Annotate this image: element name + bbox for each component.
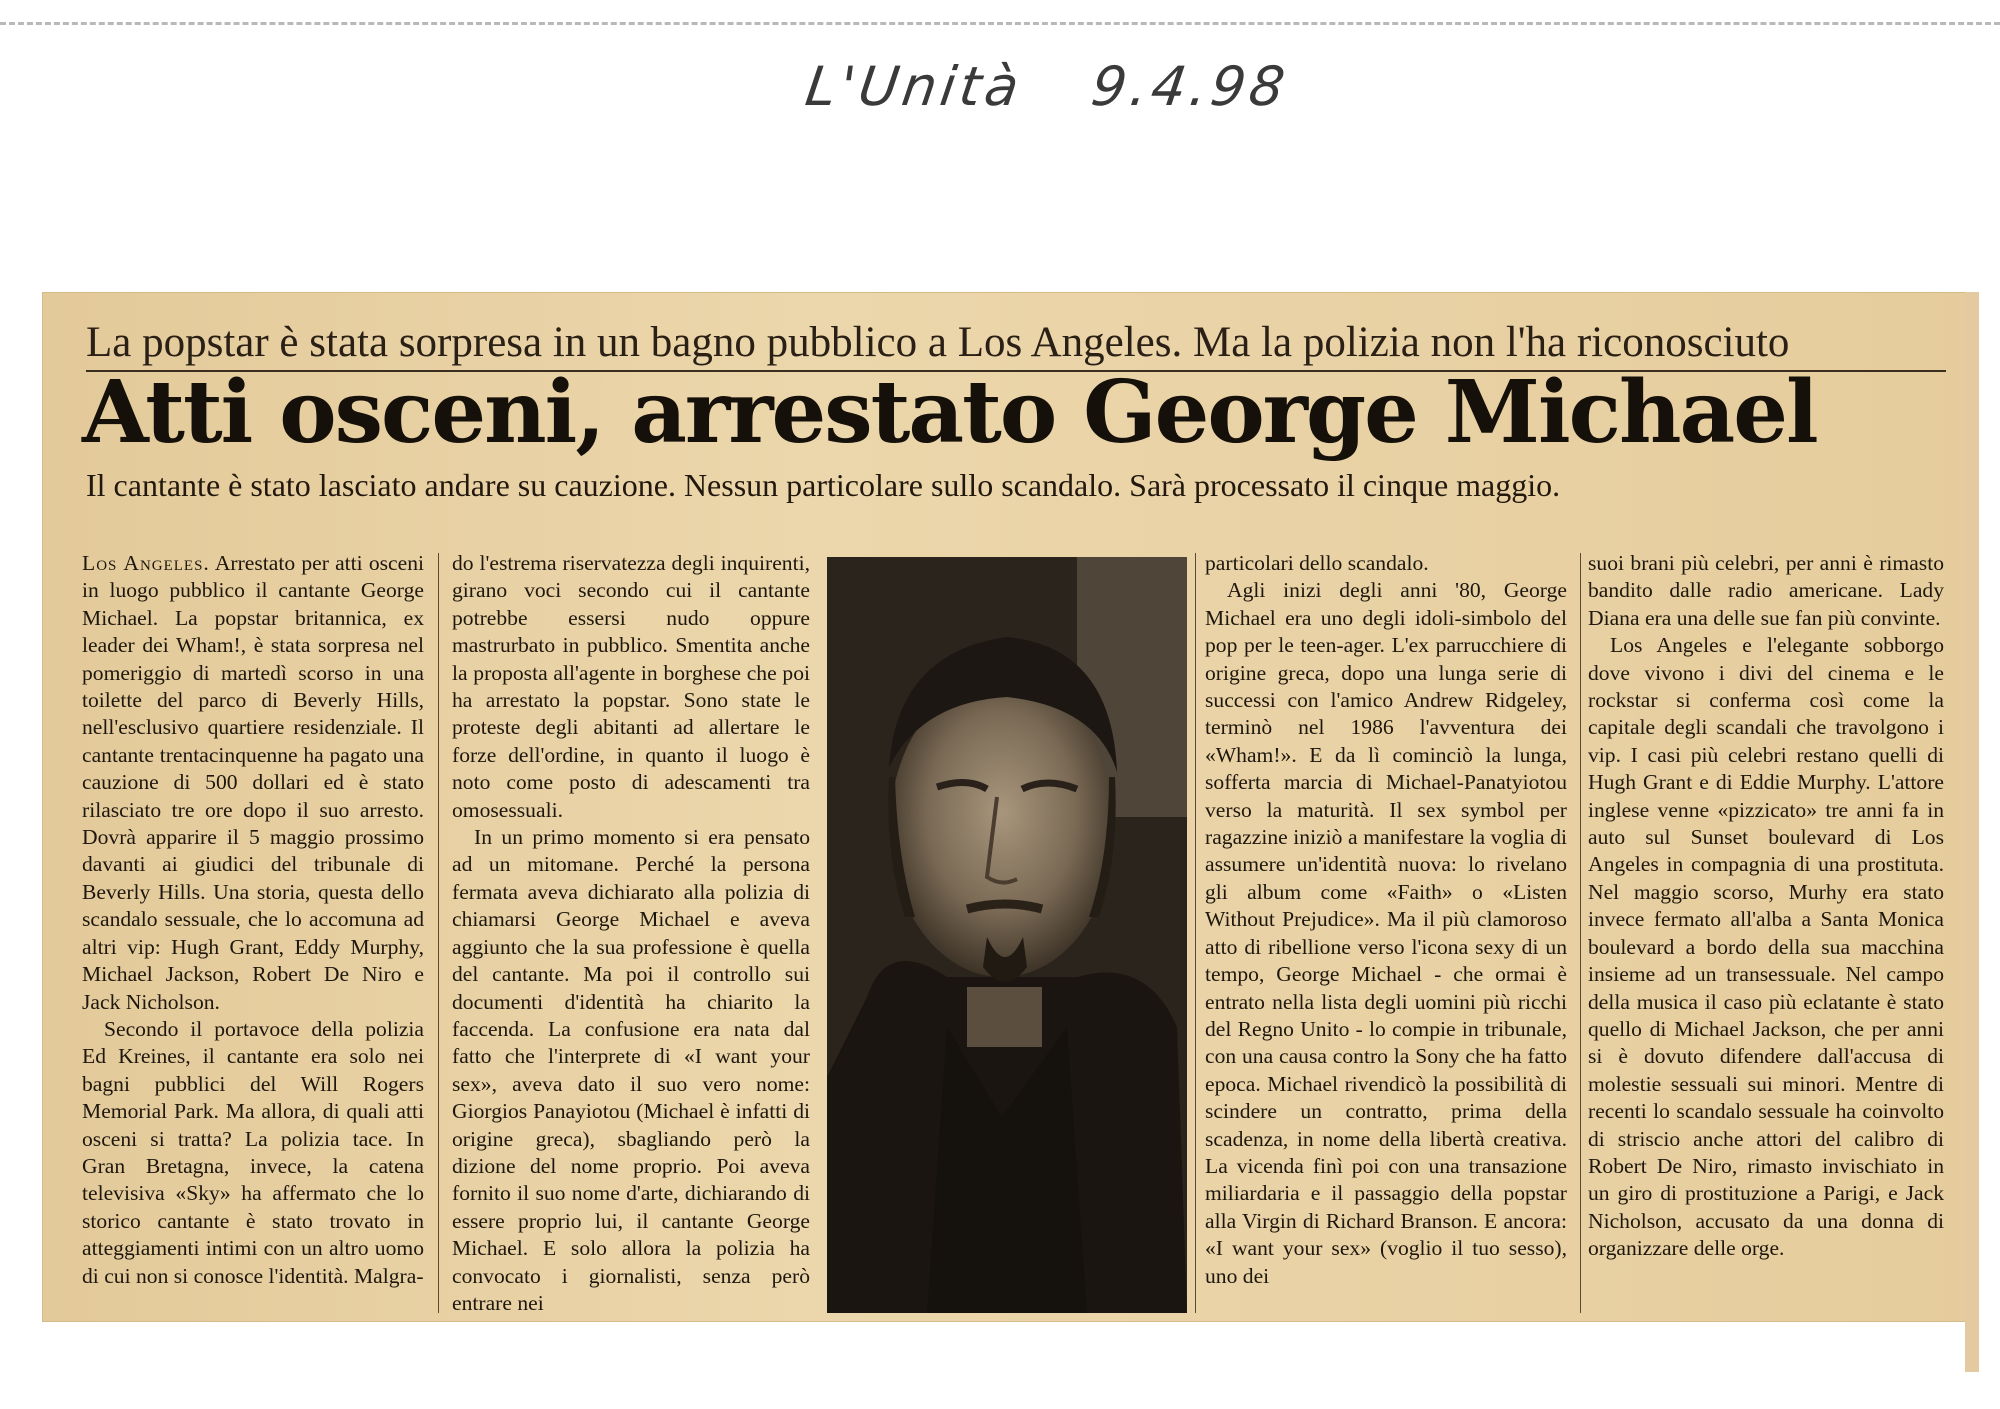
handwritten-publication: L'Unità <box>801 55 1027 118</box>
article-column-2 <box>452 550 810 1317</box>
paragraph <box>82 550 424 1016</box>
portrait-illustration <box>827 557 1187 1313</box>
article-subhead: Il cantante è stato lasciato andare su cauzione. Nessun particolare sullo scandalo. Sarà processato il cinque maggio. <box>86 467 1561 503</box>
article-kicker: La popstar è stata sorpresa in un bagno pubblico a Los Angeles. Ma la polizia non l'ha riconosciuto <box>86 319 1790 366</box>
clipping-edge <box>1965 292 1979 1372</box>
paragraph: Secondo il portavoce della polizia Ed Kreines, il cantante era solo nei bagni pubblici del Will Rogers Memorial Park. Ma allora, di quali atti osceni si tratta? La polizia tace. In Gran Bretagna, invece, la catena televisiva «Sky» ha affermato che lo storico cantante è stato trovato in atteggiamenti intimi con un altro uomo di cui non si conosce l'identità. Malgra- <box>82 1016 424 1288</box>
handwritten-date: 9.4.98 <box>1087 55 1293 118</box>
george-michael-photo <box>827 557 1187 1313</box>
paragraph: particolari dello scandalo. <box>1205 551 1429 575</box>
column-divider <box>1580 553 1581 1313</box>
paragraph: In un primo momento si era pensato ad un mitomane. Perché la persona fermata aveva dichiarato alla polizia di chiamarsi George Michael e aveva aggiunto che la sua professione è quella del cantante. Ma poi il controllo sui documenti d'identità ha chiarito la faccenda. La confusione era nata dal fatto che l'interprete di «I want your sex», aveva dato il suo vero nome: Giorgios Panayiotou (Michael è infatti di origine greca), sbagliando però la dizione del nome proprio. Poi aveva fornito il suo nome d'arte, dichiarando di essere proprio lui, il cantante George Michael. E solo allora la polizia ha convocato i giornalisti, senza però entrare nei <box>452 825 810 1315</box>
column-divider <box>438 553 439 1313</box>
paragraph: Los Angeles e l'elegante sobborgo dove vivono i divi del cinema e le rockstar si conferma così come la capitale degli scandali che travolgono i vip. I casi più celebri restano quelli di Hugh Grant e di Eddie Murphy. L'attore inglese venne «pizzicato» tre anni fa in auto sul Sunset boulevard di Los Angeles in compagnia di una prostituta. Nel maggio scorso, Murhy era stato invece fermato all'alba a Santa Monica boulevard a bordo della sua macchina insieme ad un transessuale. Nel campo della musica il caso più eclatante è stato quello di Michael Jackson, che per anni si è dovuto difendere dall'accusa di molestie sessuali sui minori. Mentre di recenti lo scandalo sessuale ha coinvolto di striscio anche attori del calibro di Robert De Niro, rimasto invischiato in un giro di prostituzione a Parigi, e Jack Nicholson, accusato da una donna di organizzare delle orge. <box>1588 633 1944 1261</box>
article-headline: Atti osceni, arrestato George Michael <box>82 362 1817 463</box>
paragraph: do l'estrema riservatezza degli inquirenti, girano voci secondo cui il cantante potrebbe essersi nudo oppure mastrurbato in pubblico. Smentita anche la proposta all'agente in borghese che poi ha arrestato la popstar. Sono state le proteste degli abitanti ad allertare le forze dell'ordine, in quanto il luogo è noto come posto di adescamenti tra omosessuali. <box>452 551 810 822</box>
article-column-3 <box>1205 550 1567 1290</box>
dateline: Los Angeles. <box>82 551 210 575</box>
column-divider <box>1195 553 1196 1313</box>
paragraph-text: Arrestato per atti osceni in luogo pubblico il cantante George Michael. La popstar britannica, ex leader dei Wham!, è stata sorpresa nel pomeriggio di martedì scorso in una toilette del parco di Beverly Hills, nell'esclusivo quartiere residenziale. Il cantante trentacinquenne ha pagato una cauzione di 500 dollari ed è stato rilasciato tre ore dopo il suo arresto. Dovrà apparire il 5 maggio prossimo davanti ai giudici del tribunale di Beverly Hills. Una storia, questa dello scandalo sessuale, che lo accomuna ad altri vip: Hugh Grant, Eddy Murphy, Michael Jackson, Robert De Niro e Jack Nicholson. <box>82 551 425 1014</box>
paragraph: Agli inizi degli anni '80, George Michael era uno degli idoli-simbolo del pop per le teen-ager. L'ex parrucchiere di origine greca, dopo una lunga serie di successi con l'amico Andrew Ridgeley, terminò nel 1986 l'avventura dei «Wham!». E da lì cominciò la lunga, sofferta marcia di Michael-Panatyiotou verso la maturità. Il sex symbol per ragazzine iniziò a manifestare la voglia di assumere un'identità nuova: lo rivelano gli album come «Faith» o «Listen Without Prejudice». Ma il più clamoroso atto di ribellione verso l'icona sexy di un tempo, George Michael - che ormai è entrato nella lista degli uomini più ricchi del Regno Unito - lo compie in tribunale, con una causa contro la Sony che ha fatto epoca. Michael rivendicò la possibilità di scindere un contratto, prima della scadenza, in nome della libertà creativa. La vicenda finì poi con una transazione miliardaria e il passaggio della popstar alla Virgin di Richard Branson. E ancora: «I want your sex» (voglio il tuo sesso), uno dei <box>1205 578 1567 1288</box>
handwritten-annotation <box>799 55 1293 135</box>
article-column-1 <box>82 550 424 1290</box>
paragraph: suoi brani più celebri, per anni è rimasto bandito dalle radio americane. Lady Diana era una delle sue fan più convinte. <box>1588 551 1944 630</box>
article-column-4 <box>1588 550 1944 1263</box>
scan-border-line <box>0 22 2000 25</box>
